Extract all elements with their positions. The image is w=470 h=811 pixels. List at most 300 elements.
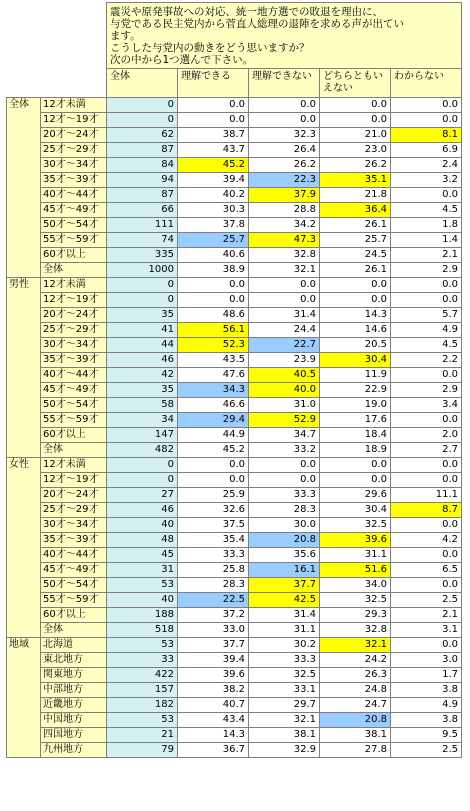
table-row (7, 443, 462, 458)
percent-cell: 24.2 (320, 653, 391, 668)
row-label: 20才～24才 (41, 308, 107, 323)
count-cell: 0 (107, 473, 178, 488)
percent-cell: 0.0 (320, 98, 391, 113)
count-cell: 53 (107, 638, 178, 653)
percent-cell: 16.1 (249, 563, 320, 578)
percent-cell: 39.4 (178, 653, 249, 668)
percent-cell: 39.6 (178, 668, 249, 683)
percent-cell: 25.9 (178, 488, 249, 503)
col-header-understand: 理解できる (178, 69, 249, 98)
percent-cell: 0.0 (178, 278, 249, 293)
row-label: 東北地方 (41, 653, 107, 668)
percent-cell: 38.7 (178, 128, 249, 143)
question-line: 震災や原発事故への対応、統一地方選での敗退を理由に、 (110, 6, 383, 18)
percent-cell: 4.5 (391, 203, 462, 218)
row-label: 50才～54才 (41, 218, 107, 233)
percent-cell: 32.1 (249, 263, 320, 278)
row-label: 四国地方 (41, 728, 107, 743)
count-cell: 182 (107, 698, 178, 713)
table-row (7, 578, 462, 593)
col-header-total: 全体 (107, 69, 178, 98)
percent-cell: 44.9 (178, 428, 249, 443)
percent-cell: 25.7 (178, 233, 249, 248)
column-header-row (7, 69, 462, 98)
count-cell: 40 (107, 593, 178, 608)
percent-cell: 35.1 (320, 173, 391, 188)
row-label: 40才～44才 (41, 188, 107, 203)
percent-cell: 14.3 (320, 308, 391, 323)
row-label: 45才～49才 (41, 383, 107, 398)
percent-cell: 0.0 (320, 293, 391, 308)
percent-cell: 3.4 (391, 398, 462, 413)
percent-cell: 0.0 (249, 458, 320, 473)
count-cell: 21 (107, 728, 178, 743)
percent-cell: 0.0 (391, 293, 462, 308)
percent-cell: 32.6 (178, 503, 249, 518)
question-line: ます。 (110, 30, 141, 42)
col-header-dont-know: わからない (391, 69, 462, 98)
percent-cell: 3.8 (391, 713, 462, 728)
percent-cell: 2.5 (391, 743, 462, 758)
percent-cell: 37.7 (249, 578, 320, 593)
row-label: 40才～44才 (41, 548, 107, 563)
percent-cell: 0.0 (391, 638, 462, 653)
row-label: 55才～59才 (41, 593, 107, 608)
percent-cell: 0.0 (249, 293, 320, 308)
percent-cell: 32.3 (249, 128, 320, 143)
percent-cell: 4.9 (391, 323, 462, 338)
table-row (7, 278, 462, 293)
count-cell: 62 (107, 128, 178, 143)
count-cell: 41 (107, 323, 178, 338)
count-cell: 147 (107, 428, 178, 443)
table-row (7, 623, 462, 638)
count-cell: 335 (107, 248, 178, 263)
survey-table (6, 2, 462, 758)
table-row (7, 128, 462, 143)
percent-cell: 32.8 (320, 623, 391, 638)
count-cell: 157 (107, 683, 178, 698)
percent-cell: 43.4 (178, 713, 249, 728)
percent-cell: 29.4 (178, 413, 249, 428)
row-label: 20才～24才 (41, 128, 107, 143)
table-row (7, 593, 462, 608)
percent-cell: 0.0 (178, 113, 249, 128)
percent-cell: 2.1 (391, 248, 462, 263)
row-label: 55才～59才 (41, 413, 107, 428)
count-cell: 66 (107, 203, 178, 218)
percent-cell: 8.1 (391, 128, 462, 143)
percent-cell: 24.4 (249, 323, 320, 338)
count-cell: 111 (107, 218, 178, 233)
table-row (7, 338, 462, 353)
row-label: 20才～24才 (41, 488, 107, 503)
table-row (7, 563, 462, 578)
percent-cell: 43.7 (178, 143, 249, 158)
percent-cell: 22.3 (249, 173, 320, 188)
table-row (7, 293, 462, 308)
row-label: 55才～59才 (41, 233, 107, 248)
percent-cell: 33.3 (178, 548, 249, 563)
table-row (7, 113, 462, 128)
count-cell: 53 (107, 713, 178, 728)
group-label: 女性 (7, 458, 41, 638)
row-label: 12才未満 (41, 458, 107, 473)
percent-cell: 34.3 (178, 383, 249, 398)
percent-cell: 47.6 (178, 368, 249, 383)
percent-cell: 37.5 (178, 518, 249, 533)
row-label: 35才～39才 (41, 173, 107, 188)
percent-cell: 31.4 (249, 608, 320, 623)
percent-cell: 24.8 (320, 683, 391, 698)
percent-cell: 3.8 (391, 683, 462, 698)
row-label: 30才～34才 (41, 518, 107, 533)
count-cell: 31 (107, 563, 178, 578)
percent-cell: 33.3 (249, 653, 320, 668)
percent-cell: 35.4 (178, 533, 249, 548)
percent-cell: 26.2 (320, 158, 391, 173)
table-row (7, 533, 462, 548)
percent-cell: 29.7 (249, 698, 320, 713)
percent-cell: 6.9 (391, 143, 462, 158)
percent-cell: 31.1 (249, 623, 320, 638)
count-cell: 46 (107, 503, 178, 518)
table-row (7, 698, 462, 713)
group-label: 男性 (7, 278, 41, 458)
count-cell: 518 (107, 623, 178, 638)
row-label: 12才～19才 (41, 473, 107, 488)
percent-cell: 38.9 (178, 263, 249, 278)
percent-cell: 0.0 (178, 293, 249, 308)
row-label: 45才～49才 (41, 563, 107, 578)
percent-cell: 19.0 (320, 398, 391, 413)
percent-cell: 4.2 (391, 533, 462, 548)
count-cell: 87 (107, 188, 178, 203)
percent-cell: 8.7 (391, 503, 462, 518)
row-label: 40才～44才 (41, 368, 107, 383)
percent-cell: 6.5 (391, 563, 462, 578)
percent-cell: 29.3 (320, 608, 391, 623)
percent-cell: 2.9 (391, 263, 462, 278)
percent-cell: 47.3 (249, 233, 320, 248)
group-label: 全体 (7, 98, 41, 278)
percent-cell: 32.5 (320, 518, 391, 533)
count-cell: 422 (107, 668, 178, 683)
count-cell: 35 (107, 308, 178, 323)
table-row (7, 398, 462, 413)
percent-cell: 32.8 (249, 248, 320, 263)
row-label: 60才以上 (41, 428, 107, 443)
percent-cell: 21.0 (320, 128, 391, 143)
count-cell: 45 (107, 548, 178, 563)
table-row (7, 488, 462, 503)
percent-cell: 24.5 (320, 248, 391, 263)
percent-cell: 20.5 (320, 338, 391, 353)
percent-cell: 3.0 (391, 653, 462, 668)
percent-cell: 43.5 (178, 353, 249, 368)
percent-cell: 33.3 (249, 488, 320, 503)
table-row (7, 98, 462, 113)
percent-cell: 17.6 (320, 413, 391, 428)
percent-cell: 0.0 (391, 473, 462, 488)
percent-cell: 2.2 (391, 353, 462, 368)
row-label: 35才～39才 (41, 353, 107, 368)
row-label: 12才未満 (41, 98, 107, 113)
col-header-not-understand: 理解できない (249, 69, 320, 98)
row-label: 全体 (41, 263, 107, 278)
percent-cell: 0.0 (178, 473, 249, 488)
percent-cell: 1.4 (391, 233, 462, 248)
percent-cell: 40.6 (178, 248, 249, 263)
percent-cell: 52.3 (178, 338, 249, 353)
percent-cell: 0.0 (391, 278, 462, 293)
percent-cell: 1.7 (391, 668, 462, 683)
table-row (7, 323, 462, 338)
percent-cell: 40.2 (178, 188, 249, 203)
count-cell: 74 (107, 233, 178, 248)
row-label: 九州地方 (41, 743, 107, 758)
percent-cell: 37.9 (249, 188, 320, 203)
count-cell: 0 (107, 278, 178, 293)
question-line: 次の中から1つ選んで下さい。 (110, 54, 254, 66)
row-label: 全体 (41, 623, 107, 638)
percent-cell: 28.8 (249, 203, 320, 218)
row-label: 12才～19才 (41, 113, 107, 128)
percent-cell: 4.9 (391, 698, 462, 713)
percent-cell: 23.0 (320, 143, 391, 158)
percent-cell: 14.3 (178, 728, 249, 743)
percent-cell: 26.2 (249, 158, 320, 173)
row-label: 関東地方 (41, 668, 107, 683)
percent-cell: 25.7 (320, 233, 391, 248)
table-row (7, 368, 462, 383)
percent-cell: 0.0 (249, 113, 320, 128)
row-label: 25才～29才 (41, 503, 107, 518)
count-cell: 84 (107, 158, 178, 173)
percent-cell: 30.0 (249, 518, 320, 533)
percent-cell: 2.5 (391, 593, 462, 608)
percent-cell: 0.0 (178, 458, 249, 473)
percent-cell: 0.0 (391, 518, 462, 533)
count-cell: 33 (107, 653, 178, 668)
percent-cell: 32.1 (249, 713, 320, 728)
percent-cell: 2.9 (391, 383, 462, 398)
row-label: 50才～54才 (41, 578, 107, 593)
row-label: 25才～29才 (41, 143, 107, 158)
table-row (7, 713, 462, 728)
row-label: 中部地方 (41, 683, 107, 698)
percent-cell: 31.4 (249, 308, 320, 323)
count-cell: 46 (107, 353, 178, 368)
question-line: 与党である民主党内から菅直人総理の退陣を求める声が出てい (110, 18, 404, 30)
table-row (7, 428, 462, 443)
percent-cell: 30.4 (320, 353, 391, 368)
table-row (7, 248, 462, 263)
table-row (7, 548, 462, 563)
percent-cell: 3.1 (391, 623, 462, 638)
percent-cell: 0.0 (320, 278, 391, 293)
percent-cell: 38.1 (249, 728, 320, 743)
percent-cell: 0.0 (178, 98, 249, 113)
percent-cell: 0.0 (320, 473, 391, 488)
percent-cell: 32.9 (249, 743, 320, 758)
percent-cell: 11.1 (391, 488, 462, 503)
percent-cell: 0.0 (391, 548, 462, 563)
table-row (7, 653, 462, 668)
percent-cell: 28.3 (249, 503, 320, 518)
percent-cell: 31.1 (320, 548, 391, 563)
row-label: 25才～29才 (41, 323, 107, 338)
question-text (107, 3, 462, 69)
percent-cell: 20.8 (320, 713, 391, 728)
percent-cell: 37.2 (178, 608, 249, 623)
percent-cell: 3.2 (391, 173, 462, 188)
percent-cell: 0.0 (391, 413, 462, 428)
percent-cell: 46.6 (178, 398, 249, 413)
table-row (7, 158, 462, 173)
percent-cell: 0.0 (249, 278, 320, 293)
table-row (7, 683, 462, 698)
percent-cell: 32.1 (320, 638, 391, 653)
percent-cell: 33.2 (249, 443, 320, 458)
percent-cell: 26.1 (320, 218, 391, 233)
percent-cell: 51.6 (320, 563, 391, 578)
percent-cell: 52.9 (249, 413, 320, 428)
count-cell: 58 (107, 398, 178, 413)
count-cell: 53 (107, 578, 178, 593)
count-cell: 27 (107, 488, 178, 503)
percent-cell: 40.0 (249, 383, 320, 398)
percent-cell: 30.2 (249, 638, 320, 653)
row-label: 60才以上 (41, 248, 107, 263)
percent-cell: 2.7 (391, 443, 462, 458)
row-label: 30才～34才 (41, 338, 107, 353)
count-cell: 48 (107, 533, 178, 548)
percent-cell: 22.9 (320, 383, 391, 398)
percent-cell: 32.5 (249, 668, 320, 683)
percent-cell: 23.9 (249, 353, 320, 368)
count-cell: 44 (107, 338, 178, 353)
table-row (7, 173, 462, 188)
percent-cell: 18.9 (320, 443, 391, 458)
percent-cell: 0.0 (391, 113, 462, 128)
percent-cell: 40.7 (178, 698, 249, 713)
count-cell: 79 (107, 743, 178, 758)
row-label: 50才～54才 (41, 398, 107, 413)
table-row (7, 503, 462, 518)
percent-cell: 38.2 (178, 683, 249, 698)
percent-cell: 35.6 (249, 548, 320, 563)
header-blank (7, 69, 107, 98)
count-cell: 0 (107, 98, 178, 113)
count-cell: 0 (107, 113, 178, 128)
percent-cell: 42.5 (249, 593, 320, 608)
table-row (7, 218, 462, 233)
percent-cell: 30.4 (320, 503, 391, 518)
row-label: 中国地方 (41, 713, 107, 728)
row-label: 北海道 (41, 638, 107, 653)
corner-blank (7, 3, 107, 69)
table-row (7, 668, 462, 683)
table-row (7, 308, 462, 323)
percent-cell: 0.0 (320, 458, 391, 473)
table-row (7, 608, 462, 623)
percent-cell: 2.1 (391, 608, 462, 623)
row-label: 12才未満 (41, 278, 107, 293)
percent-cell: 33.0 (178, 623, 249, 638)
percent-cell: 0.0 (391, 188, 462, 203)
percent-cell: 0.0 (249, 473, 320, 488)
percent-cell: 36.4 (320, 203, 391, 218)
table-row (7, 203, 462, 218)
percent-cell: 0.0 (249, 98, 320, 113)
table-row (7, 518, 462, 533)
count-cell: 34 (107, 413, 178, 428)
count-cell: 0 (107, 293, 178, 308)
percent-cell: 0.0 (391, 578, 462, 593)
percent-cell: 0.0 (391, 368, 462, 383)
percent-cell: 33.1 (249, 683, 320, 698)
table-row (7, 473, 462, 488)
percent-cell: 0.0 (320, 113, 391, 128)
percent-cell: 36.7 (178, 743, 249, 758)
table-row (7, 728, 462, 743)
row-label: 45才～49才 (41, 203, 107, 218)
percent-cell: 27.8 (320, 743, 391, 758)
percent-cell: 29.6 (320, 488, 391, 503)
percent-cell: 2.4 (391, 158, 462, 173)
table-row (7, 263, 462, 278)
percent-cell: 45.2 (178, 443, 249, 458)
percent-cell: 5.7 (391, 308, 462, 323)
percent-cell: 18.4 (320, 428, 391, 443)
row-label: 30才～34才 (41, 158, 107, 173)
table-row (7, 188, 462, 203)
percent-cell: 28.3 (178, 578, 249, 593)
col-header-neither: どちらともいえない (320, 69, 391, 98)
table-row (7, 413, 462, 428)
percent-cell: 24.7 (320, 698, 391, 713)
percent-cell: 9.5 (391, 728, 462, 743)
row-label: 全体 (41, 443, 107, 458)
percent-cell: 22.7 (249, 338, 320, 353)
count-cell: 188 (107, 608, 178, 623)
percent-cell: 26.1 (320, 263, 391, 278)
percent-cell: 0.0 (391, 98, 462, 113)
table-row (7, 143, 462, 158)
row-label: 60才以上 (41, 608, 107, 623)
percent-cell: 39.6 (320, 533, 391, 548)
count-cell: 0 (107, 458, 178, 473)
percent-cell: 0.0 (391, 458, 462, 473)
table-row (7, 743, 462, 758)
percent-cell: 56.1 (178, 323, 249, 338)
count-cell: 40 (107, 518, 178, 533)
group-label: 地域 (7, 638, 41, 758)
percent-cell: 38.1 (320, 728, 391, 743)
count-cell: 94 (107, 173, 178, 188)
table-row (7, 353, 462, 368)
percent-cell: 31.0 (249, 398, 320, 413)
percent-cell: 26.3 (320, 668, 391, 683)
question-row (7, 3, 462, 69)
row-label: 近畿地方 (41, 698, 107, 713)
count-cell: 35 (107, 383, 178, 398)
percent-cell: 11.9 (320, 368, 391, 383)
row-label: 12才～19才 (41, 293, 107, 308)
table-row (7, 383, 462, 398)
percent-cell: 48.6 (178, 308, 249, 323)
